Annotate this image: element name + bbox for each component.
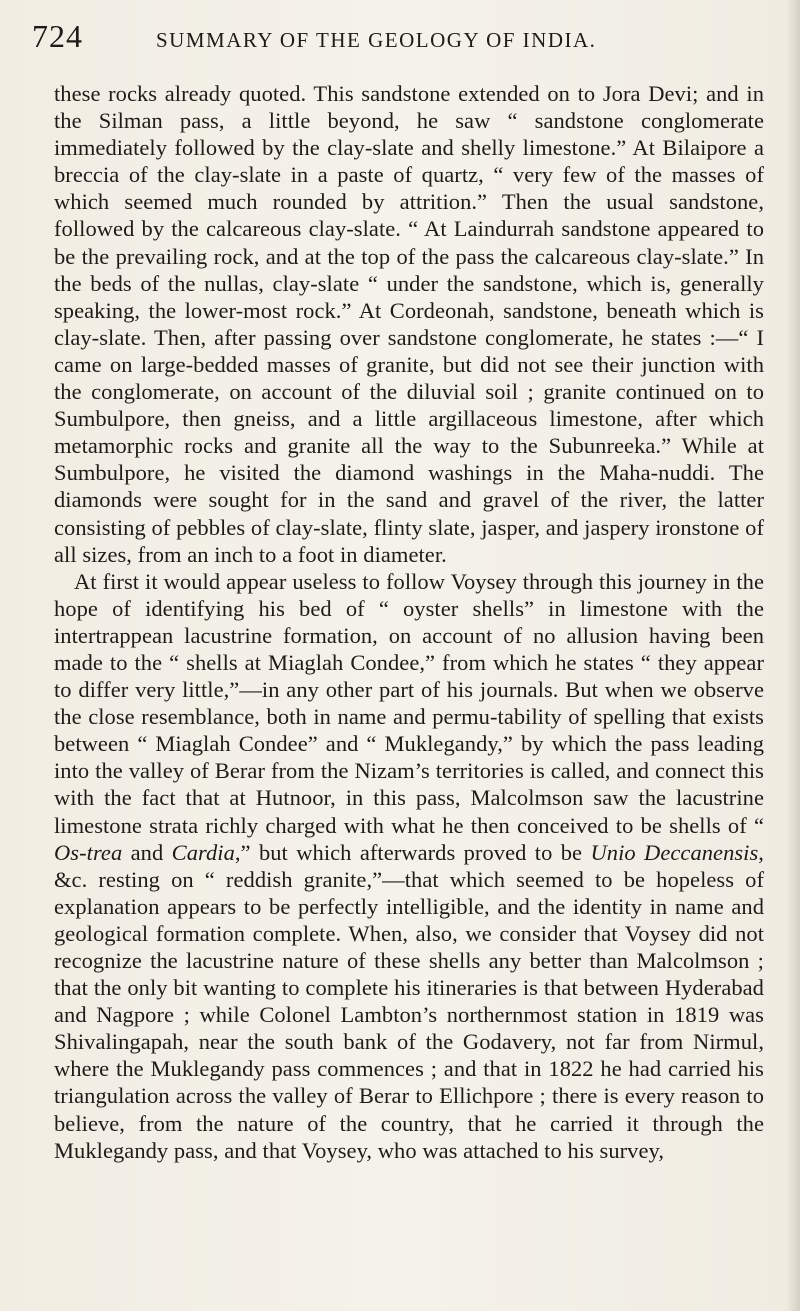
page-number: 724: [32, 18, 83, 54]
paragraph-1: [54, 80, 764, 568]
page-header: [32, 14, 772, 58]
paragraph-2-text: ,” but which afterwards proved to be: [234, 839, 591, 865]
body-text: [54, 80, 764, 1164]
species-unio-deccanensis: Unio Deccanensis: [590, 839, 759, 865]
genus-cardia: Cardia: [171, 839, 235, 865]
paragraph-1-text: these rocks already quoted. This sandstone extended on to Jora Devi; and in the Silman pass, a little beyond, he saw “ sandstone conglomerate immediately followed by the clay-slate and shelly limestone.” At Bilaipore a breccia of the clay-slate in a paste of quartz, “ very few of the masses of which seemed much rounded by attrition.” Then the usual sandstone, followed by the calcareous clay-slate. “ At Laindurrah sandstone appeared to be the prevailing rock, and at the top of the pass the calcareous clay-slate.” In the beds of the nullas, clay-slate “ under the sandstone, which is, generally speaking, the lower-most rock.” At Cordeonah, sandstone, beneath which is clay-slate. Then, after passing over sandstone conglomerate, he states :—“ I came on large-bedded masses of granite, but did not see their junction with the conglomerate, on account of the diluvial soil ; granite continued on to Sumbulpore, then gneiss, and a little argillaceous limestone, after which metamorphic rocks and granite all the way to the Subunreeka.” While at Sumbulpore, he visited the diamond washings in the Maha-nuddi. The diamonds were sought for in the sand and gravel of the river, the latter consisting of pebbles of clay-slate, flinty slate, jasper, and jaspery ironstone of all sizes, from an inch to a foot in diameter.: [54, 81, 764, 567]
paragraph-2-text: , &c. resting on “ reddish granite,”—that which seemed to be hopeless of explanation appears to be perfectly intelligible, and the identity in name and geological formation complete. When, also, we consider that Voysey did not recognize the lacustrine nature of these shells any better than Malcolmson ; that the only bit wanting to complete his itineraries is that between Hyderabad and Nagpore ; while Colonel Lambton’s northernmost station in 1819 was Shivalingapah, near the south bank of the Godavery, not far from Nirmul, where the Muklegandy pass commences ; and that in 1822 he had carried his triangulation across the valley of Berar to Ellichpore ; there is every reason to believe, from the nature of the country, that he carried it through the Muklegandy pass, and that Voysey, who was attached to his survey,: [54, 839, 764, 1163]
running-title: SUMMARY OF THE GEOLOGY OF INDIA.: [156, 28, 597, 52]
paragraph-2-text: At first it would appear useless to follow Voysey through this journey in the hope of identifying his bed of “ oyster shells” in limestone with the intertrappean lacustrine formation, on account of no allusion having been made to the “ shells at Miaglah Condee,” from which he states “ they appear to differ very little,”—in any other part of his journals. But when we observe the close resemblance, both in name and permu-tability of spelling that exists between “ Miaglah Condee” and “ Muklegandy,” by which the pass leading into the valley of Berar from the Nizam’s territories is called, and connect this with the fact that at Hutnoor, in this pass, Malcolmson saw the lacustrine limestone strata richly charged with what he then conceived to be shells of “: [54, 568, 764, 838]
genus-ostrea: Os-trea: [54, 839, 123, 865]
paragraph-2: [54, 568, 764, 1164]
paragraph-2-text: and: [122, 839, 172, 865]
page-edge-shadow: [786, 0, 800, 1311]
